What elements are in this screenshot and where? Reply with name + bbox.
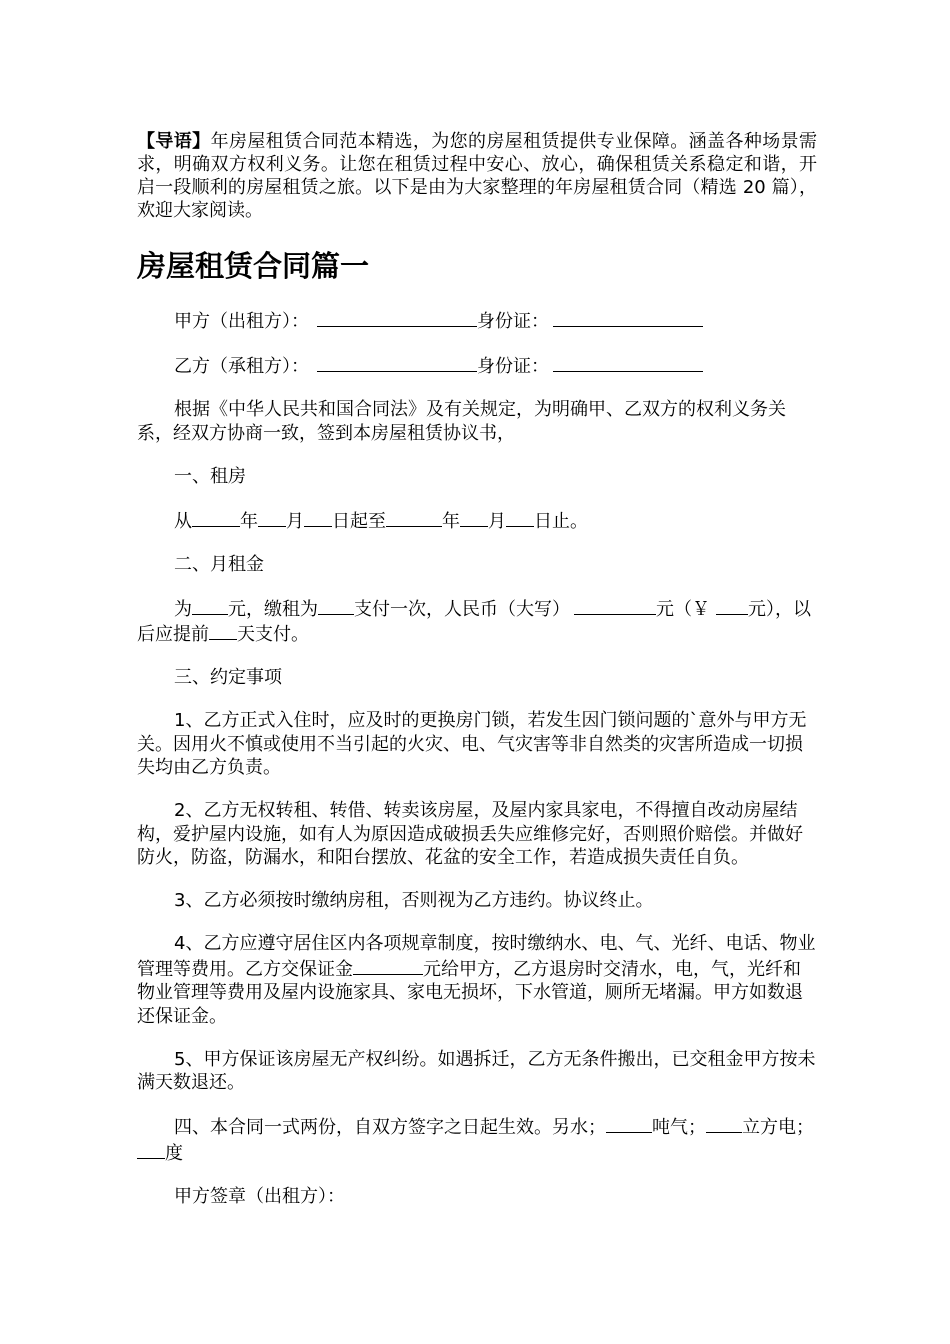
clause-4-part-a: 4、乙方应遵守居住区内各项规章制度，按时缴纳水、电、气、光纤、电话、物业管理等费用。乙方交保证金 (137, 933, 816, 980)
preamble-paragraph: 根据《中华人民共和国合同法》及有关规定，为明确甲、乙双方的权利义务关系，经双方协商一致，签到本房屋租赁协议书， (137, 399, 786, 444)
term-year1-blank (192, 508, 240, 527)
clause-5: 5、甲方保证该房屋无产权纠纷。如遇拆迁，乙方无条件搬出，已交租金甲方按未满天数退还。 (137, 1048, 816, 1093)
contract-heading: 房屋租赁合同篇一 (137, 249, 370, 283)
section1-title: 一、租房 (174, 465, 246, 487)
rent-pay-once: 支付一次，人民币（大写） (354, 598, 570, 620)
clause-1: 1、乙方正式入住时，应及时的更换房门锁，若发生因门锁问题的`意外与甲方无关。因用火不慎或使用不当引起的火灾、电、气灾害等非自然类的灾害所造成一切损失均由乙方负责。 (137, 710, 807, 778)
party-b-id-blank (553, 353, 703, 372)
term-day2-blank (506, 508, 534, 527)
section4-ton-gas: 吨气； (652, 1117, 706, 1138)
term-month1: 月 (286, 510, 304, 532)
rent-wei: 为 (174, 598, 192, 620)
rent-days-pay: 天支付。 (237, 624, 309, 645)
party-a-id-label: 身份证： (477, 311, 549, 332)
rent-yuan-after: 元），以后应提前 (137, 598, 811, 645)
clause-2: 2、乙方无权转租、转借、转卖该房屋，及屋内家具家电，不得擅自改动房屋结构，爱护屋内设施，如有人为原因造成破损丢失应维修完好，否则照价赔偿。并做好防火，防盗，防漏水，和阳台摆放、花盆的安全工作，若造成损失责任自负。 (137, 800, 803, 868)
intro-text: 年房屋租赁合同范本精选，为您的房屋租赁提供专业保障。涵盖各种场景需求，明确双方权利义务。让您在租赁过程中安心、放心，确保租赁关系稳定和谐，开启一段顺利的房屋租赁之旅。以下是由为大家整理的年房屋租赁合同（精选 20 篇），欢迎大家阅读。 (137, 131, 818, 221)
term-month1-blank (258, 508, 286, 527)
section2-title: 二、月租金 (174, 553, 264, 575)
section4-text: 四、本合同一式两份，自双方签字之日起生效。另水； (174, 1117, 606, 1138)
signature-line: 甲方签章（出租方）： (174, 1185, 345, 1207)
term-year1: 年 (240, 510, 258, 532)
rent-yen-blank (716, 596, 748, 615)
rent-period-blank (318, 596, 354, 615)
clause-3: 3、乙方必须按时缴纳房租，否则视为乙方违约。协议终止。 (174, 890, 654, 911)
rent-capital-blank (574, 596, 656, 615)
party-a-label: 甲方（出租方）： (174, 311, 309, 332)
rent-days-blank (209, 621, 237, 640)
party-b-id-label: 身份证： (477, 356, 549, 377)
term-month2-blank (460, 508, 488, 527)
deposit-blank (353, 956, 423, 975)
rent-line (137, 596, 817, 647)
intro-lead: 【导语】 (137, 131, 211, 152)
section4-degree: 度 (165, 1142, 183, 1164)
rent-yuan-pay: 元，缴租为 (228, 598, 318, 620)
party-b-name-blank (317, 353, 477, 372)
section4-paragraph (137, 1114, 817, 1165)
document-page (137, 130, 817, 1228)
electric-blank (137, 1140, 165, 1159)
term-year2-blank (386, 508, 442, 527)
rent-amount-blank (192, 596, 228, 615)
party-b-label: 乙方（承租方）： (174, 356, 309, 377)
water-blank (606, 1114, 652, 1133)
clause-4-part-b: 元给甲方，乙方退房时交清水，电，气，光纤和物业管理等费用及屋内设施家具、家电无损坏，下水管道，厕所无堵漏。甲方如数退还保证金。 (137, 958, 803, 1027)
party-a-name-blank (317, 308, 477, 327)
term-from: 从 (174, 510, 192, 532)
party-b-line (137, 353, 817, 379)
term-day-from: 日起至 (332, 510, 386, 532)
intro-paragraph (137, 130, 817, 222)
lease-term-line (137, 508, 817, 534)
term-month2: 月 (488, 510, 506, 532)
rent-yuan-yen: 元（￥ (656, 598, 710, 620)
section4-cubic-elec: 立方电； (742, 1117, 814, 1138)
party-a-line (137, 308, 817, 334)
party-a-id-blank (553, 308, 703, 327)
term-year2: 年 (442, 510, 460, 532)
section3-title: 三、约定事项 (174, 667, 282, 688)
clause-4 (137, 932, 817, 1028)
term-day1-blank (304, 508, 332, 527)
gas-blank (706, 1114, 742, 1133)
term-day-to: 日止。 (534, 510, 588, 532)
